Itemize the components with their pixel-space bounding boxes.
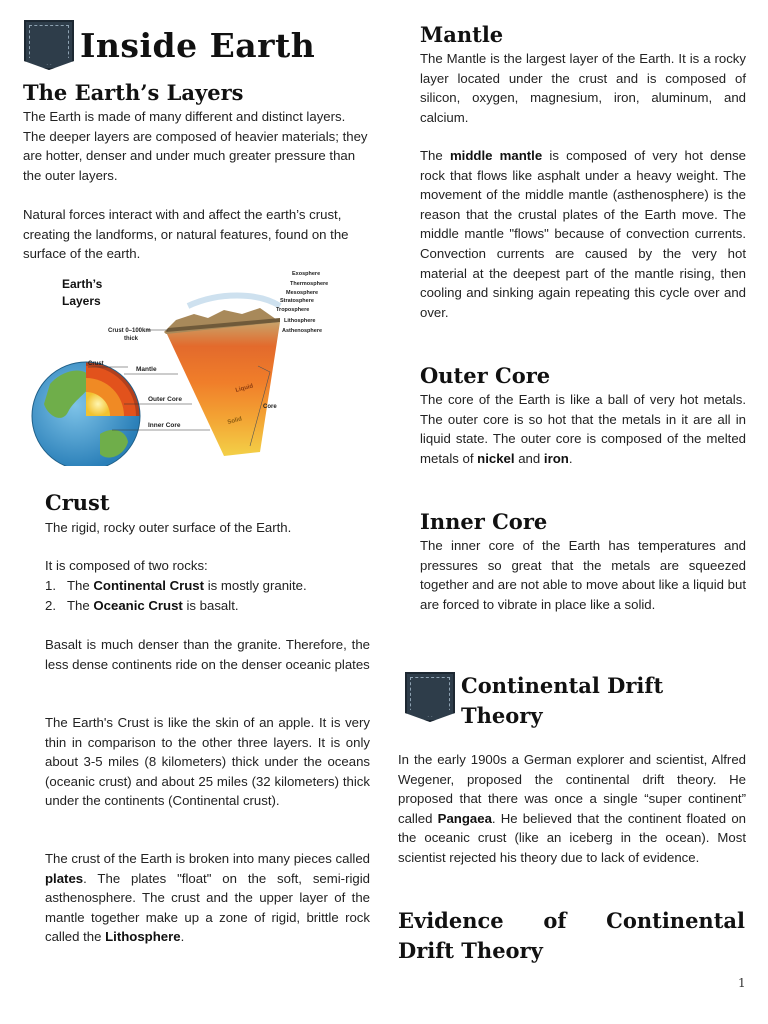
earth-layers-diagram [28, 266, 348, 466]
crust-paragraph-5 [45, 849, 370, 947]
drift-text: In the early 1900s a German explorer and scientist, Alfred Wegener, proposed the continental drift theory. He proposed that there was once a single “super continent” called [398, 752, 746, 826]
list-text-pre: The [67, 578, 94, 593]
mantle-p2-text: The [420, 148, 450, 163]
mantle-heading: Mantle [420, 22, 504, 47]
inner-core-heading: Inner Core [420, 509, 548, 534]
label-asthenosphere: Asthenosphere [282, 328, 323, 334]
drift-tag-icon [405, 672, 455, 722]
crust-paragraph-3: Basalt is much denser than the granite. Therefore, the less dense continents ride on the denser oceanic plates [45, 637, 370, 672]
layers-paragraph-1: The Earth is made of many different and distinct layers. The deeper layers are composed of heavier materials; they are hotter, denser and under much greater pressure than the outer layers. [23, 109, 368, 183]
label-crust-thickness: Crust 0–100km [108, 328, 151, 334]
earth-cone-section [164, 296, 280, 457]
label-mantle: Mantle [136, 366, 157, 373]
outer-core-nickel: nickel [477, 450, 515, 466]
crust-paragraph-1: The rigid, rocky outer surface of the Earth. [45, 520, 292, 535]
figure-title-line2: Layers [62, 294, 101, 308]
crust-p5-text: The crust of the Earth is broken into many pieces called [45, 851, 370, 866]
layers-heading: The Earth’s Layers [23, 80, 244, 105]
title-tag-icon [24, 20, 74, 70]
mantle-paragraph-1: The Mantle is the largest layer of the Earth. It is a rocky layer located under the crust and is composed of silicon, oxygen, magnesium, iron, aluminum, and calcium. [420, 51, 746, 125]
label-crust: Crust [88, 361, 104, 367]
drift-text-2: . He believed that the continent floated on the oceanic crust (like an iceberg in the ocean). Most scientist rejected his theory due to lack of evidence. [398, 810, 746, 865]
list-item [45, 576, 370, 596]
label-mesosphere: Mesosphere [286, 290, 319, 296]
evidence-heading-line2: Drift Theory [398, 938, 543, 963]
drift-heading-line1: Continental Drift [461, 673, 664, 698]
label-solid: Solid [226, 416, 243, 426]
crust-heading: Crust [45, 490, 110, 515]
crust-paragraph-2: It is composed of two rocks: [45, 558, 208, 573]
drift-paragraph [398, 750, 746, 868]
label-troposphere: Troposphere [276, 307, 310, 313]
outer-core-end: . [568, 450, 573, 466]
label-exosphere: Exosphere [292, 271, 321, 277]
evidence-word-1: Evidence [398, 908, 504, 933]
list-text-bold: Continental Crust [93, 578, 205, 593]
crust-rock-list [45, 576, 370, 615]
evidence-heading-line1 [398, 908, 745, 933]
crust-p5-text-2: . The plates "float" on the soft, semi-rigid asthenosphere. The crust and the upper layer of the mantle together make up a zone of rigid, brittle rock called the [45, 870, 370, 945]
mantle-p2-bold: middle mantle [449, 148, 543, 163]
evidence-word-2: of [543, 908, 567, 933]
list-item [45, 596, 370, 616]
list-number: 1. [45, 578, 56, 593]
inner-core-paragraph: The inner core of the Earth has temperatures and pressures so great that the metals are squeezed together and are not able to move about like a liquid but are forced to vibrate in place like a solid. [420, 538, 746, 612]
outer-core-and: and [514, 450, 544, 466]
outer-core-iron: iron [543, 450, 569, 466]
page-title: Inside Earth [80, 26, 316, 65]
label-stratosphere: Stratosphere [280, 298, 314, 304]
list-text-post: is basalt. [182, 597, 239, 613]
earth-globe [32, 362, 140, 466]
evidence-word-3: Continental [606, 908, 745, 933]
page-number: 1 [738, 976, 746, 990]
outer-core-text: The core of the Earth is like a ball of very hot metals. The outer core is so hot that the metals in it are all in liquid state. The outer core is composed of the melted metals of [420, 392, 746, 466]
crust-p5-lithosphere: Lithosphere [105, 929, 181, 945]
outer-core-paragraph [420, 390, 746, 468]
drift-heading-line2: Theory [461, 703, 543, 728]
label-crust-thick: thick [124, 336, 139, 342]
list-text-bold: Oceanic Crust [93, 597, 183, 613]
drift-pangaea: Pangaea [437, 810, 492, 826]
label-core: Core [263, 404, 277, 410]
mantle-p2-text-2: is composed of very hot dense rock that flows like asphalt under a heavy weight. The movement of the middle mantle (asthenosphere) is the reason that the crustal plates of the Earth move. The middle mantle "flows" because of convection currents. Convection currents are caused by the very hot material at the deepest part of the mantle rising, then cooling and sinking again repeating this cycle over and over. [420, 148, 747, 320]
crust-p5-end: . [180, 929, 185, 945]
mantle-paragraph-2 [420, 146, 746, 322]
label-outer-core: Outer Core [148, 396, 182, 403]
label-lithosphere: Lithosphere [284, 318, 316, 324]
list-text-pre: The [67, 597, 94, 613]
crust-paragraph-4: The Earth's Crust is like the skin of an apple. It is very thin in comparison to the other three layers. It is only about 3-5 miles (8 kilometers) thick under the oceans (oceanic crust) and about 25 miles (32 kilometers) thick under the continents (Continental crust). [45, 715, 370, 809]
label-thermosphere: Thermosphere [290, 281, 329, 287]
outer-core-heading: Outer Core [420, 363, 551, 388]
crust-p5-plates: plates [45, 870, 84, 886]
list-text-post: is mostly granite. [204, 578, 307, 593]
list-number: 2. [45, 597, 56, 613]
layers-paragraph-2: Natural forces interact with and affect the earth’s crust, creating the landforms, or natural features, found on the surface of the earth. [23, 207, 349, 262]
figure-title-line1: Earth’s [62, 277, 103, 291]
label-inner-core: Inner Core [148, 422, 181, 429]
label-liquid: Liquid [234, 383, 254, 394]
